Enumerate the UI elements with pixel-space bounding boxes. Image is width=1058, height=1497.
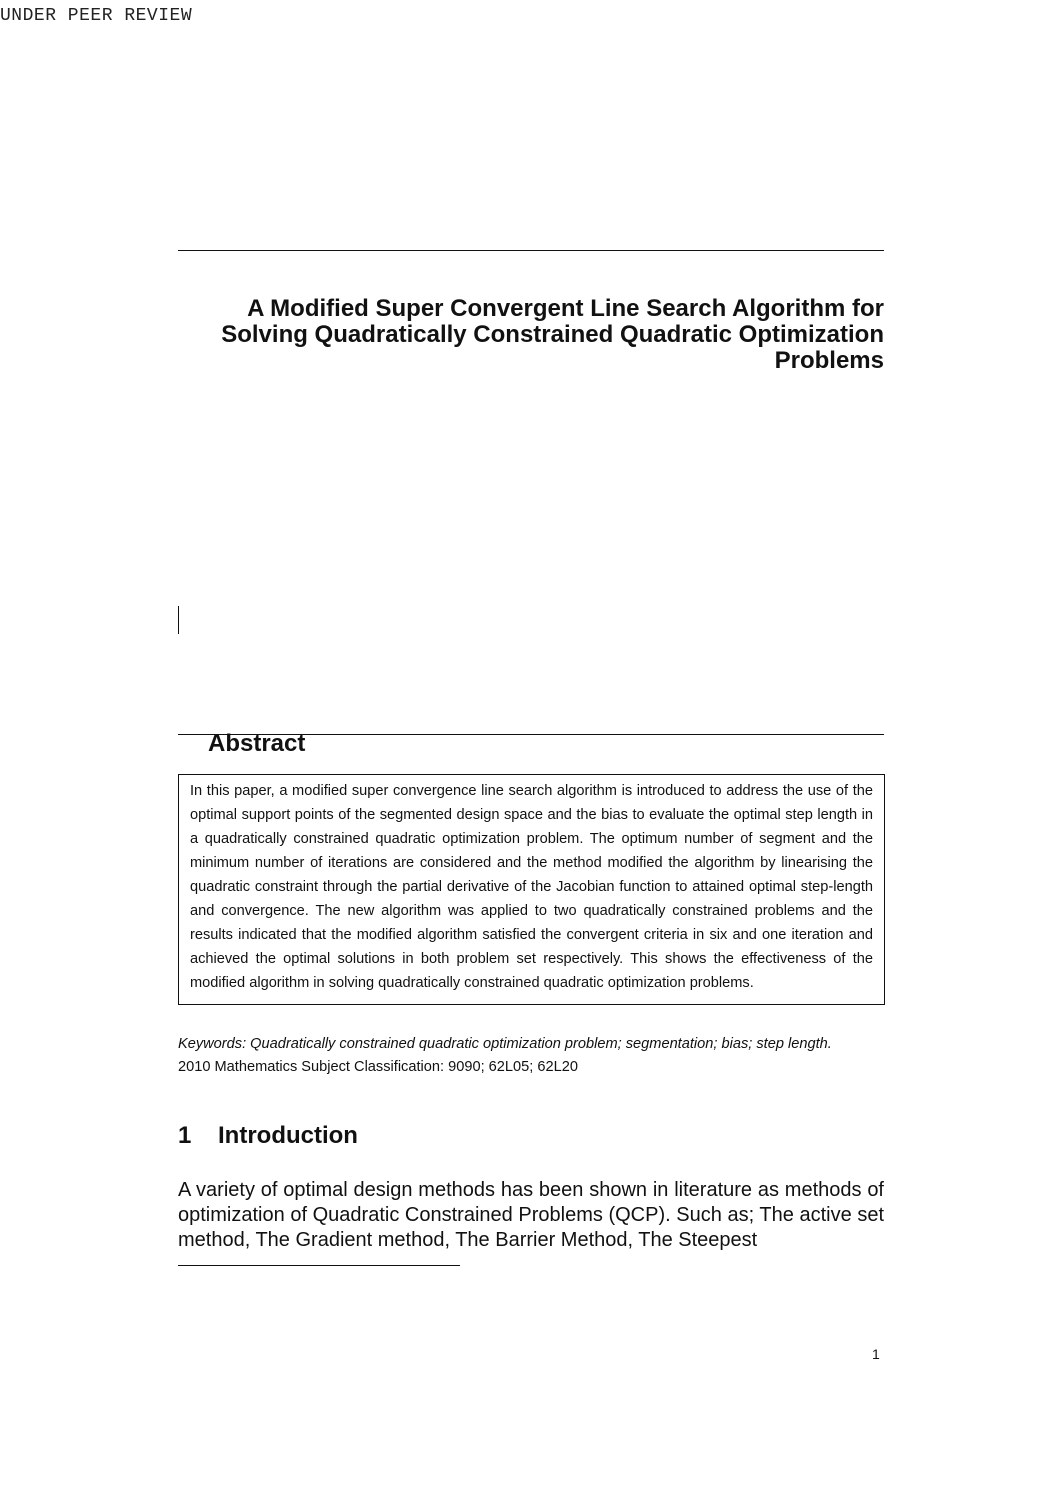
abstract-text: In this paper, a modified super convergence line search algorithm is introduced to address the use of the optimal support points of the segmented design space and the bias to evaluate the optimal step length in a quadratically constrained quadratic optimization problem. The optimum number of segment and the minimum number of iterations are considered and the method modified the algorithm by linearising the quadratic constraint through the partial derivative of the Jacobian function to attained optimal step-length and convergence. The new algorithm was applied to two quadratically constrained problems and the results indicated that the modified algorithm satisfied the convergent criteria in six and one iteration and achieved the optimal solutions in both problem set respectively. This shows the effectiveness of the modified algorithm in solving quadratically constrained quadratic optimization problems. xyxy=(190,783,873,991)
abstract-heading: Abstract xyxy=(208,730,306,757)
section-heading xyxy=(178,1122,358,1150)
paper-title: A Modified Super Convergent Line Search Algorithm for Solving Quadratically Constrained Quadratic Optimization Problems xyxy=(221,295,884,374)
section-number: 1 xyxy=(178,1122,192,1149)
margin-mark xyxy=(178,606,179,634)
intro-paragraph: A variety of optimal design methods has been shown in literature as methods of optimization of Quadratic Constrained Problems (QCP). Such as; The active set method, The Gradient method, The Barrier Method, The Steepest xyxy=(178,1179,884,1251)
subject-classification: 2010 Mathematics Subject Classification: 9090; 62L05; 62L20 xyxy=(178,1059,578,1075)
abstract-box xyxy=(178,774,885,1005)
section-title: Introduction xyxy=(218,1122,358,1149)
watermark: UNDER PEER REVIEW xyxy=(0,6,193,26)
keywords: Keywords: Quadratically constrained quadratic optimization problem; segmentation; bias; step length. xyxy=(178,1036,832,1052)
page-number: 1 xyxy=(872,1346,880,1362)
footnote-rule xyxy=(178,1265,460,1266)
top-rule xyxy=(178,250,884,251)
